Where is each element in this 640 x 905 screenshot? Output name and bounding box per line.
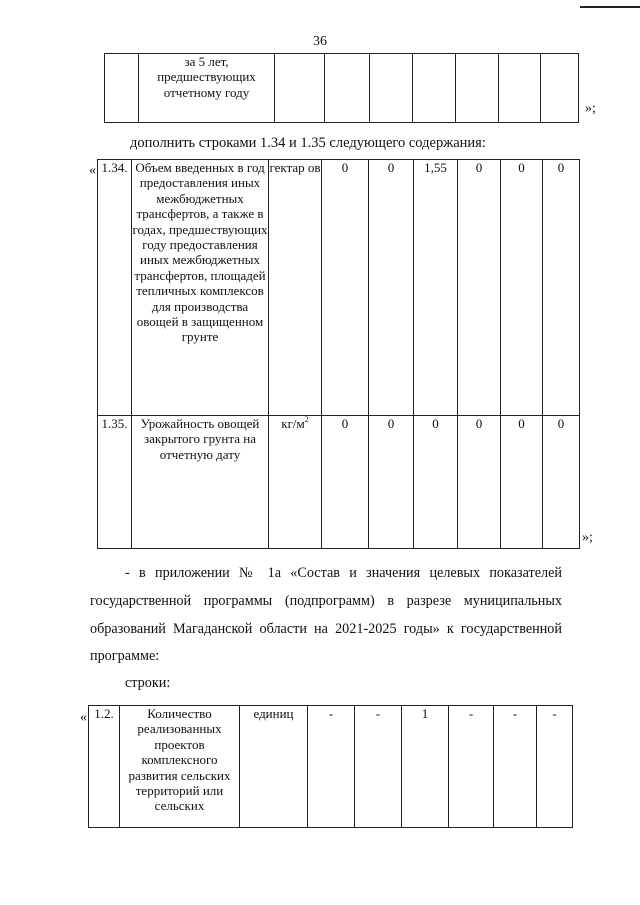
row-unit [269, 416, 322, 549]
row-value: 0 [458, 416, 501, 549]
table-mid-close-mark: »; [582, 530, 593, 545]
paragraph-line-2: государственной программы (подпрограмм) в разрезе муниципальных [90, 593, 562, 609]
row-code: 1.2. [89, 706, 120, 828]
row-name: Количество реализованных проектов комплексного развития сельских территорий или сельских [120, 706, 240, 828]
row-value: 1 [402, 706, 449, 828]
table-top-close-mark: »; [585, 101, 596, 116]
row-value: 1,55 [414, 160, 458, 416]
row-value: 0 [414, 416, 458, 549]
page-number: 36 [313, 34, 327, 49]
row-value: 0 [458, 160, 501, 416]
table-top-label: за 5 лет, предшествующих отчетному году [139, 54, 275, 123]
row-value: 0 [543, 416, 580, 549]
row-value: - [494, 706, 537, 828]
row-value: - [308, 706, 355, 828]
table-top-value-cell [413, 54, 456, 123]
paragraph-line-3: образований Магаданской области на 2021-2025 годы» к государственной [90, 621, 562, 637]
rows-label: строки: [125, 675, 171, 691]
row-unit-text: кг/м [281, 416, 305, 431]
table-top [104, 53, 579, 123]
paragraph-line-4: программе: [90, 648, 160, 664]
row-code: 1.35. [98, 416, 132, 549]
row-value: 0 [322, 160, 369, 416]
table-row [98, 160, 580, 416]
table-mid-open-mark: « [89, 163, 96, 178]
intro-text: дополнить строками 1.34 и 1.35 следующего содержания: [130, 135, 486, 151]
row-value: - [449, 706, 494, 828]
table-bottom-open-mark: « [80, 710, 87, 725]
row-unit-sup: 2 [304, 415, 309, 424]
row-value: - [537, 706, 573, 828]
table-top-code-cell [105, 54, 139, 123]
row-name: Урожайность овощей закрытого грунта на отчетную дату [132, 416, 269, 549]
row-value: 0 [369, 416, 414, 549]
table-top-value-cell [325, 54, 370, 123]
table-top-value-cell [456, 54, 499, 123]
row-unit: единиц [240, 706, 308, 828]
table-top-unit-cell [275, 54, 325, 123]
paragraph-line-1: - в приложении № 1а «Состав и значения целевых показателей [125, 565, 562, 581]
table-row [98, 416, 580, 549]
row-value: 0 [501, 416, 543, 549]
table-bottom [88, 705, 573, 828]
table-row [89, 706, 573, 828]
table-top-value-cell [541, 54, 579, 123]
row-value: 0 [322, 416, 369, 549]
table-top-value-cell [370, 54, 413, 123]
table-mid [97, 159, 580, 549]
row-name: Объем введенных в год предоставления иных межбюджетных трансфертов, а также в годах, предшествующих году предоставления иных межбюджетных трансфертов, площадей тепличных комплексов для производства овощей в защищенном грунте [132, 160, 269, 416]
table-top-value-cell [499, 54, 541, 123]
corner-mark [580, 6, 640, 8]
row-value: 0 [369, 160, 414, 416]
row-value: 0 [543, 160, 580, 416]
row-code: 1.34. [98, 160, 132, 416]
row-value: - [355, 706, 402, 828]
row-unit: гектар ов [269, 160, 322, 416]
row-value: 0 [501, 160, 543, 416]
